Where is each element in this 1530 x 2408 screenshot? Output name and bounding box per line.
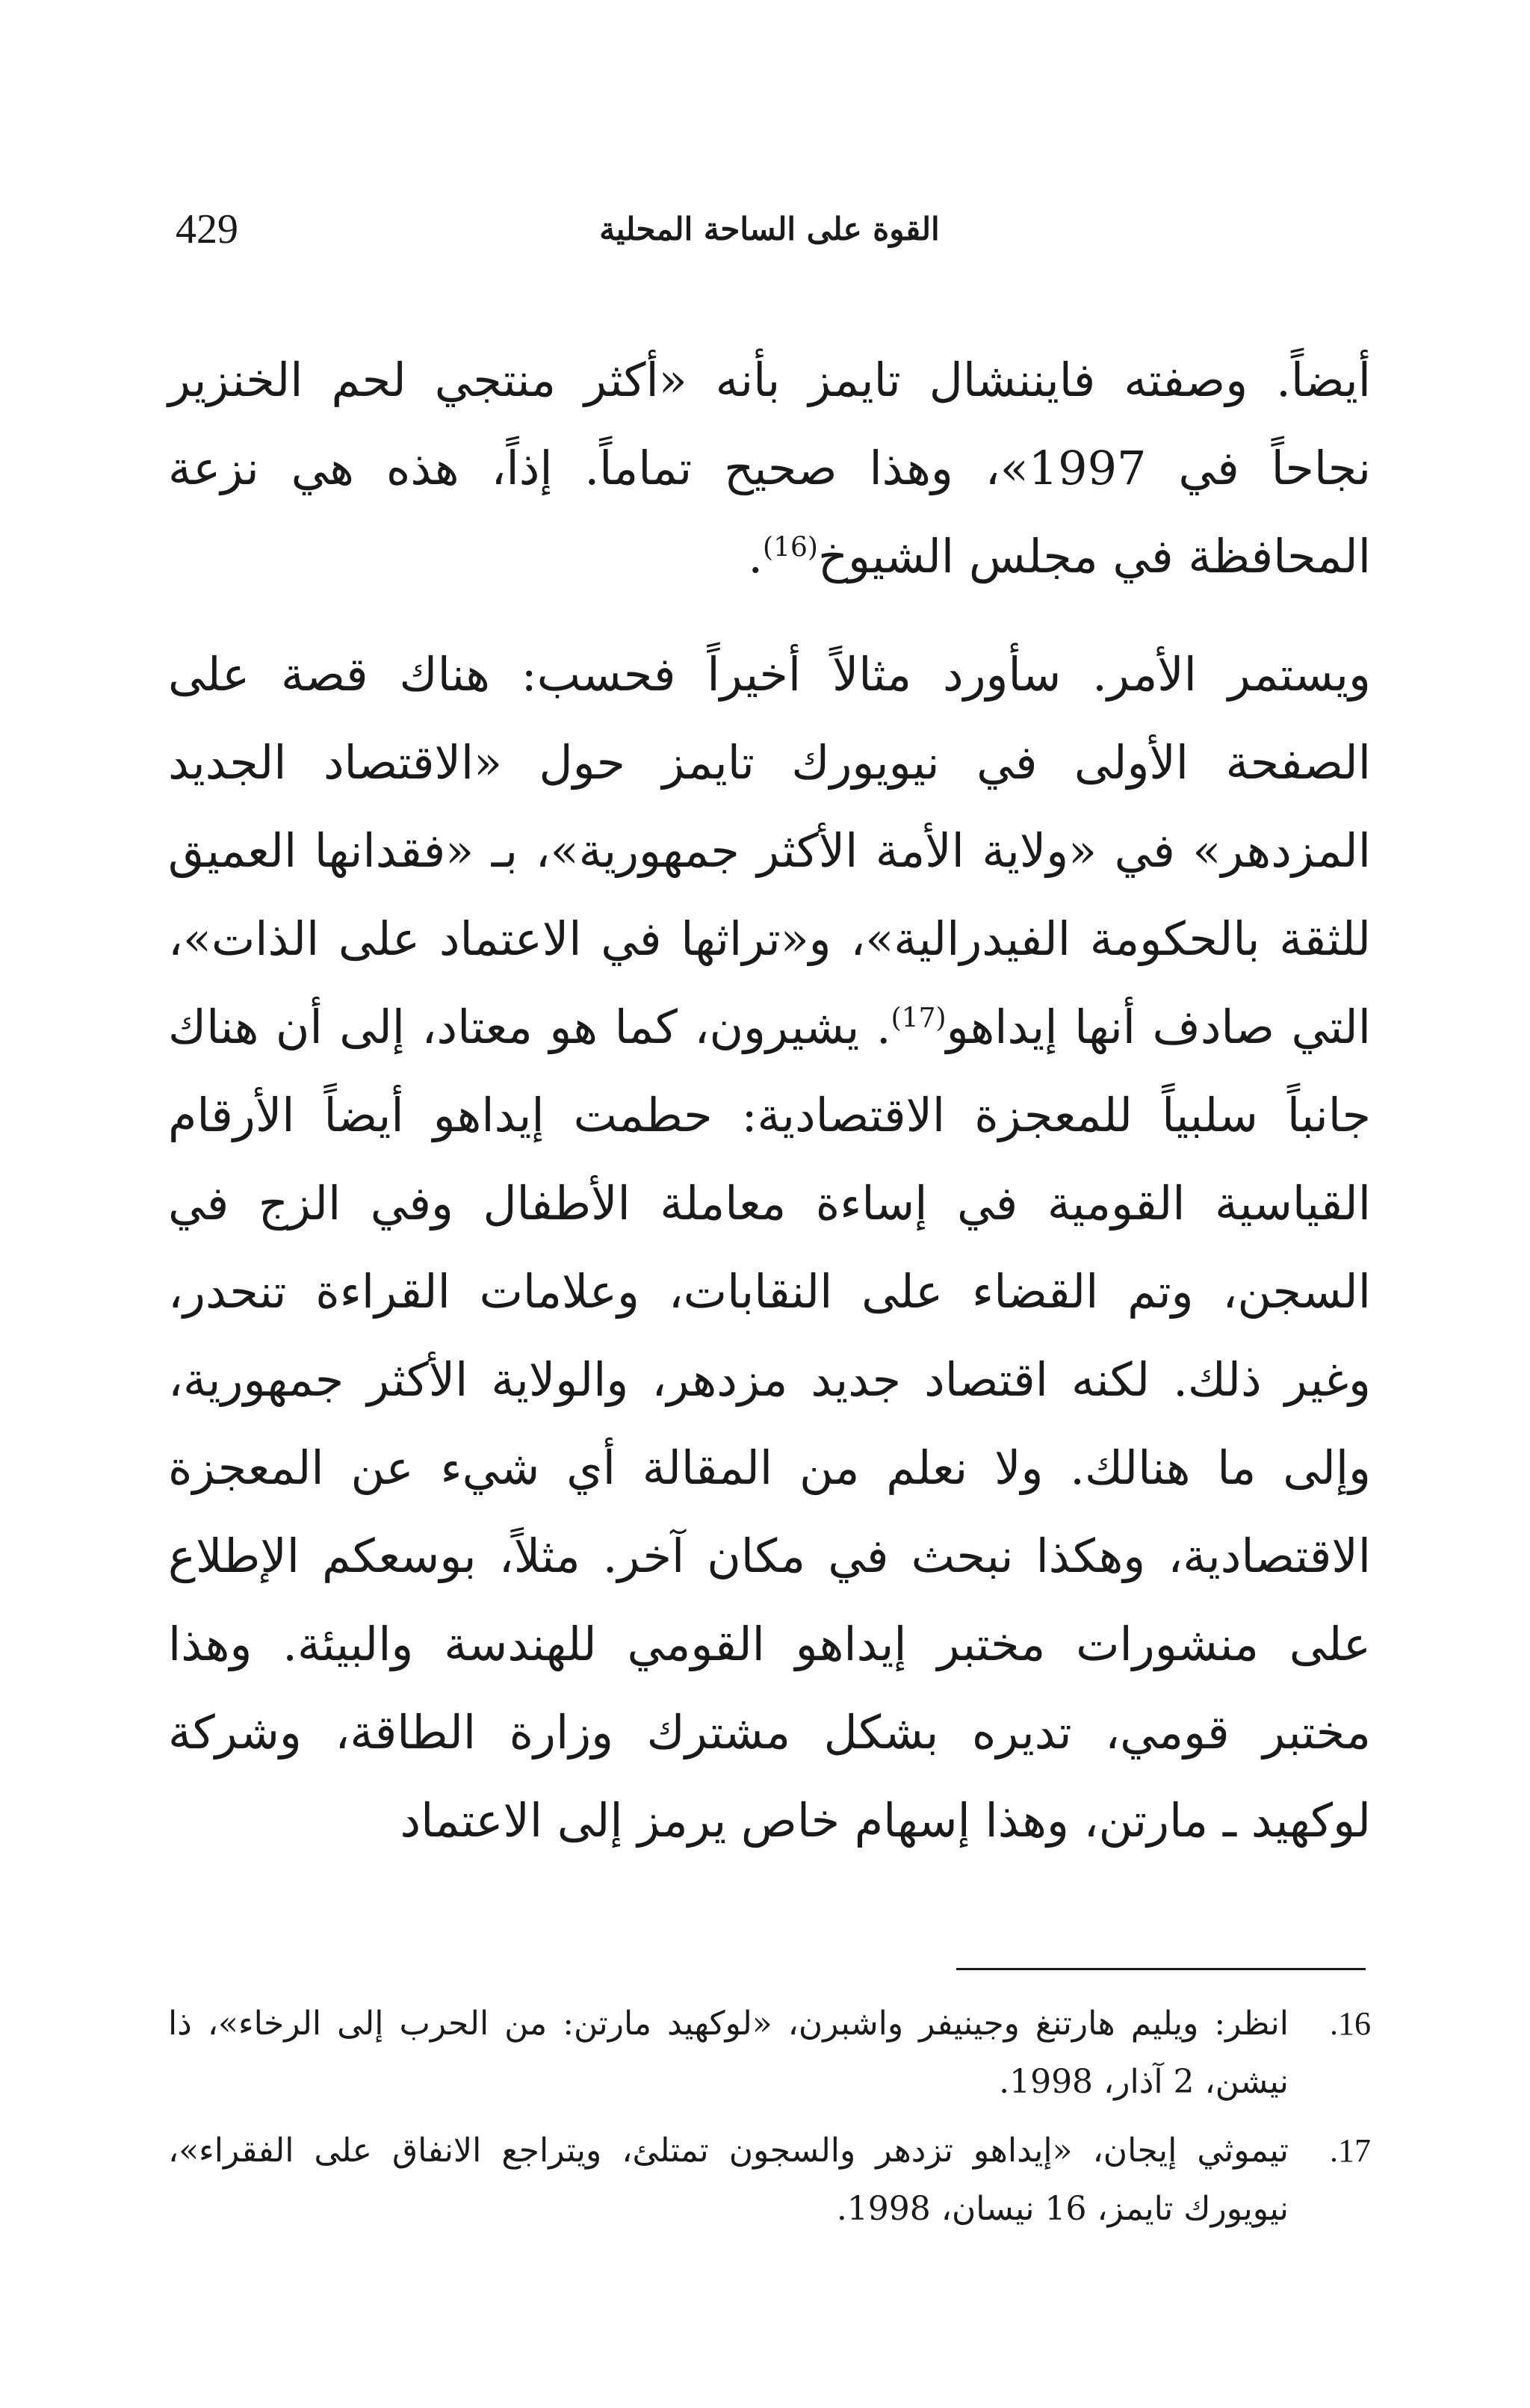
page-header: [168, 196, 1371, 263]
footnote-text: تيموثي إيجان، «إيداهو تزدهر والسجون تمتلئ، ويتراجع الانفاق على الفقراء»، نيويورك تايمز، 16 نيسان، 1998.: [168, 2132, 1289, 2228]
footnote-reference: (17): [891, 1003, 947, 1034]
paragraph-text: .: [748, 529, 764, 584]
paragraph-text: . يشيرون، كما هو معتاد، إلى أن هناك جانباً سلبياً للمعجزة الاقتصادية: حطمت إيداهو أيضاً الأرقام القياسية القومية في إساءة معاملة الأطفال وفي الزج في السجن، وتم القضاء على النقابات، وعلامات القراءة تنحدر، وغير ذلك. لكنه اقتصاد جديد مزدهر، والولاية الأكثر جمهورية، وإلى ما هنالك. ولا نعلم من المقالة أي شيء عن المعجزة الاقتصادية، وهكذا نبحث في مكان آخر. مثلاً، بوسعكم الإطلاع على منشورات مختبر إيداهو القومي للهندسة والبيئة. وهذا مختبر قومي، تديره بشكل مشترك وزارة الطاقة، وشركة لوكهيد ـ مارتن، وهذا إسهام خاص يرمز إلى الاعتماد: [168, 1000, 1371, 1848]
footnote: [168, 1995, 1371, 2111]
body-text: [168, 336, 1371, 1865]
footnote-divider: [956, 1968, 1366, 1970]
footnote-text: انظر: ويليم هارتنغ وجينيفر واشبرن، «لوكهيد مارتن: من الحرب إلى الرخاء»، ذا نيشن، 2 آذار، 1998.: [168, 2005, 1289, 2101]
running-head: القوة على الساحة المحلية: [599, 211, 940, 247]
page-number: 429: [176, 206, 238, 253]
footnote-reference: (16): [763, 532, 818, 563]
paragraph-text: أيضاً. وصفته فايننشال تايمز بأنه «أكثر منتجي لحم الخنزير نجاحاً في 1997»، وهذا صحيح تماماً. إذاً، هذه هي نزعة المحافظة في مجلس الشيوخ: [168, 353, 1371, 584]
paragraph: [168, 631, 1371, 1865]
footnotes: [168, 1995, 1371, 2238]
paragraph-text: ويستمر الأمر. سأورد مثالاً أخيراً فحسب: هناك قصة على الصفحة الأولى في نيويورك تايمز حول «الاقتصاد الجديد المزدهر» في «ولاية الأمة الأكثر جمهورية»، بـ «فقدانها العميق للثقة بالحكومة الفيدرالية»، و«تراثها في الاعتماد على الذات»، التي صادف أنها إيداهو: [168, 647, 1371, 1054]
footnote-number: 17.: [1330, 2132, 1371, 2169]
footnote: [168, 2122, 1371, 2238]
paragraph: [168, 336, 1371, 601]
footnote-number: 16.: [1330, 2005, 1371, 2042]
